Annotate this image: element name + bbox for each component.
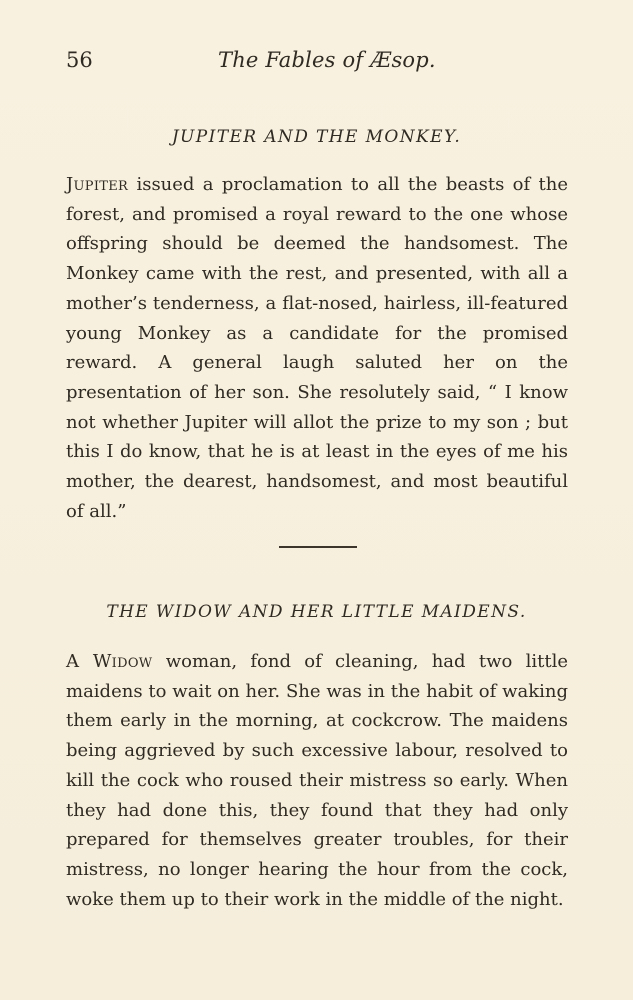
fable-text-jupiter-and-the-monkey bbox=[66, 170, 568, 526]
fable-body: woman, fond of cleaning, had two little maidens to wait on her. She was in the habit of waking them early in the morning, at cockcrow. The maidens being aggrieved by such excessive labour, resolved to kill the cock who roused their mistress so early. When they had done this, they found that they had only prepared for themselves greater troubles, for their mistress, no longer hearing the hour from the cock, woke them up to their work in the middle of the night. bbox=[66, 651, 568, 910]
book-title: The Fables of Æsop. bbox=[218, 48, 436, 72]
fable-opening-word: Jupiter bbox=[66, 174, 129, 195]
fable-opening-word: A Widow bbox=[66, 651, 153, 672]
section-divider bbox=[279, 546, 357, 548]
fable-text-the-widow-and-her-little-maidens bbox=[66, 647, 568, 914]
fable-body: issued a proclamation to all the beasts of the forest, and promised a royal reward to the one whose offspring should be deemed the handsomest. The Monkey came with the rest, and presented, with all a mother’s tenderness, a flat-nosed, hairless, ill-featured young Monkey as a candidate for the promised reward. A general laugh saluted her on the presentation of her son. She resolutely said, “ I know not whether Jupiter will allot the prize to my son ; but this I do know, that he is at least in the eyes of me his mother, the dearest, handsomest, and most beautiful of all.” bbox=[66, 174, 568, 522]
fable-title-the-widow-and-her-little-maidens: THE WIDOW AND HER LITTLE MAIDENS. bbox=[106, 602, 527, 622]
page-number: 56 bbox=[66, 48, 93, 72]
fable-title-jupiter-and-the-monkey: JUPITER AND THE MONKEY. bbox=[171, 127, 462, 147]
running-head bbox=[66, 44, 566, 76]
